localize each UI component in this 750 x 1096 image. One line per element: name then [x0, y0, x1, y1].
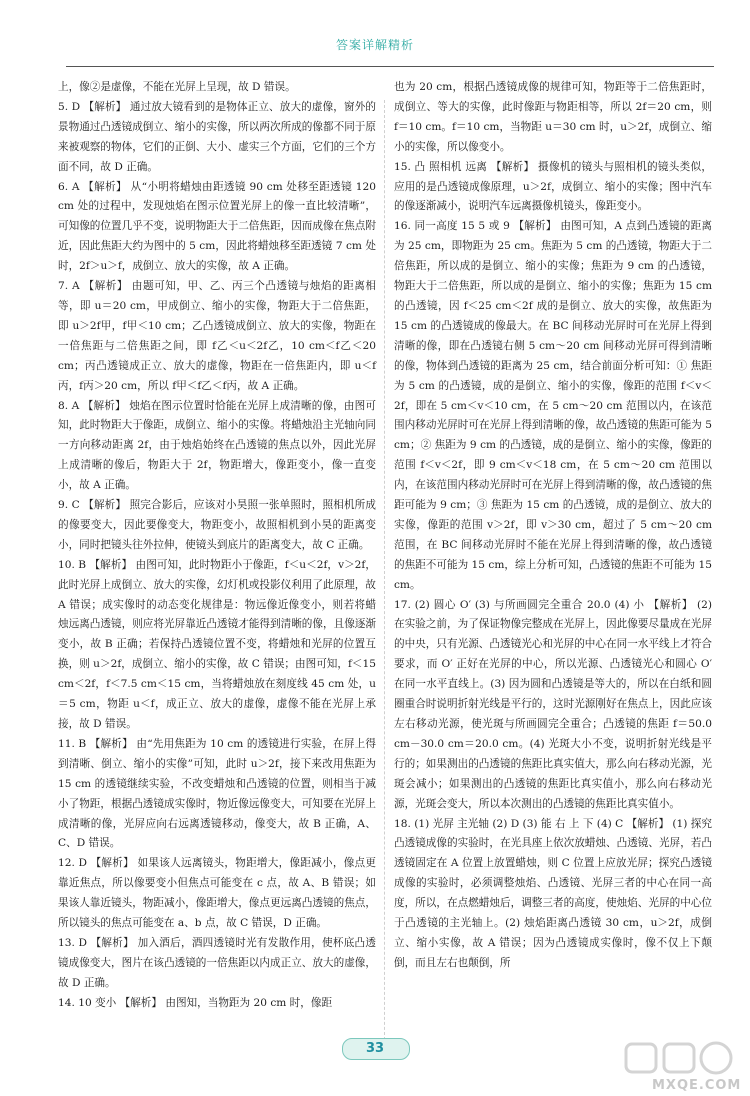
answer-5: 5. D 【解析】 通过放大镜看到的是物体正立、放大的虚像，窗外的景物通过凸透镜成倒立、缩小的实像，所以两次所成的像都不同于原来被观察的物体，它们的正倒、大小、虚实三个方面，它们的三个方面不同，故 D 正确。 — [58, 100, 376, 173]
answer-13: 13. D 【解析】 加入酒后，酒四透镜时光有发散作用，使杯底凸透镜成像变大，图片在该凸透镜的一倍焦距以内成正立、放大的虚像，故 D 正确。 — [58, 936, 376, 989]
answer-15: 15. 凸 照相机 远离 【解析】 摄像机的镜头与照相机的镜头类似，应用的是凸透镜成像原理，u＞2f，成倒立、缩小的实像；图中汽车的像逐渐减小，说明汽车远离摄像机镜头，像距变小。 — [394, 160, 712, 213]
answer-8: 8. A 【解析】 烛焰在图示位置时恰能在光屏上成清晰的像，由图可知，此时物距大于像距，成倒立、缩小的实像。将蜡烛沿主光轴向同一方向移动距离 2f，由于烛焰始终在凸透镜的焦点以外，因此光屏上成清晰的像后，物距大于 2f，物距增大，像距变小，像一直变小，故 A 正确。 — [58, 399, 376, 492]
answer-10: 10. B 【解析】 由图可知，此时物距小于像距，f＜u＜2f，v＞2f，此时光屏上成倒立、放大的实像，幻灯机或投影仪利用了此原理，故 A 错误；成实像时的动态变化规律是：物远像近像变小，则若将蜡烛远离凸透镜，则应将光屏靠近凸透镜才能得到清晰的像，且像逐渐变小，故 B 正确；若保持凸透镜位置不变，将蜡烛和光屏的位置互换，则 u＞2f，成倒立、缩小的实像，故 C 错误；由图可知，f＜15 cm＜2f，f＜7.5 cm＜15 cm，当将蜡烛放在刻度线 45 cm 处，u＝5 cm，物距 u＜f，成正立、放大的虚像，虚像不能在光屏上承接，故 D 错误。 — [58, 558, 376, 730]
left-column — [58, 78, 376, 1014]
answer-9: 9. C 【解析】 照完合影后，应该对小昊照一张单照时，照相机所成的像要变大，因此要像变大，物距变小，故照相机到小昊的距离变小，同时把镜头往外拉伸，使镜头到底片的距离变大，故 C 正确。 — [58, 499, 376, 551]
answer-12: 12. D 【解析】 如果该人远离镜头，物距增大，像距减小，像点更靠近焦点，所以像要变小但焦点可能变在 c 点，故 A、B 错误；如果该人靠近镜头，物距减小，像距增大，像点更远离凸透镜的焦点，所以镜头的焦点可能变在 a、b 点，故 C 错误，D 正确。 — [58, 857, 376, 930]
header-rule — [66, 66, 714, 67]
page-header-title: 答案详解精析 — [335, 38, 414, 52]
answer-17: 17. (2) 圆心 O′ (3) 与所画圆完全重合 20.0 (4) 小 【解析】 (2) 在实验之前，为了保证物像完整成在光屏上，因此像要尽量成在光屏的中央，只有光源、凸透镜光心和光屏的中心在同一水平线上才符合要求，而 O′ 正好在光屏的中心，所以光源、凸透镜光心和圆心 O′ 在同一水平直线上。(3) 因为圆和凸透镜是等大的，所以在白纸和圆圈重合时说明折射光线是平行的，这时光源刚好在焦点上，因此应该左右移动光源，使光斑与所画圆完全重合；凸透镜的焦距 f＝50.0 cm－30.0 cm＝20.0 cm。(4) 光斑大小不变，说明折射光线是平行的；如果测出的凸透镜的焦距比真实值大，那么向右移动光源，光斑会减小；如果测出的凸透镜的焦距比真实值小，那么向右移动光源，光斑会变大，所以本次测出的凸透镜的焦距比真实值小。 — [394, 598, 712, 810]
page-number-badge — [342, 1038, 408, 1058]
right-column — [394, 78, 712, 974]
answer-11: 11. B 【解析】 由“先用焦距为 10 cm 的透镜进行实验，在屏上得到清晰、倒立、缩小的实像”可知，此时 u＞2f，接下来改用焦距为 15 cm 的透镜继续实验，不改变蜡烛和凸透镜的位置，则相当于减小了物距，根据凸透镜成实像时，物近像远像变大，可知要在光屏上成清晰的像，光屏应向右远离透镜移动，像变大，故 B 正确，A、C、D 错误。 — [58, 737, 376, 850]
page-number: 33 — [365, 1040, 385, 1056]
paragraph: 也为 20 cm，根据凸透镜成像的规律可知，物距等于二倍焦距时，成倒立、等大的实像，此时像距与物距相等，所以 2f＝20 cm，则 f＝10 cm。f＝10 cm，当物距 u＝30 cm 时，u＞2f，成倒立、缩小的实像，所以像变小。 — [394, 81, 712, 153]
answer-18: 18. (1) 光屏 主光轴 (2) D (3) 能 右 上 下 (4) C 【解析】 (1) 探究凸透镜成像的实验时，在光具座上依次放蜡烛、凸透镜、光屏，若凸透镜固定在 A 位置上放置蜡烛，则 C 位置上应放光屏；探究凸透镜成像的实验时，必须调整烛焰、凸透镜、光屏三者的中心在同一高度，所以，在点燃蜡烛后，调整三者的高度，使烛焰、光屏的中心位于凸透镜的主光轴上。(2) 烛焰距离凸透镜 30 cm，u＞2f，成倒立、缩小实像，故 A 错误；因为凸透镜成实像时，像不仅上下颠倒，而且左右也颠倒，所 — [394, 817, 712, 969]
answer-7: 7. A 【解析】 由题可知，甲、乙、丙三个凸透镜与烛焰的距离相等，即 u＝20 cm，甲成倒立、缩小的实像，物距大于二倍焦距，即 u＞2f甲，f甲＜10 cm；乙凸透镜成倒立、放大的实像，物距在一倍焦距与二倍焦距之间，即 f乙＜u＜2f乙，10 cm＜f乙＜20 cm；丙凸透镜成正立、放大的虚像，物距在一倍焦距内，即 u＜f丙，f丙＞20 cm，所以 f甲＜f乙＜f丙，故 A 正确。 — [58, 280, 376, 392]
answer-14: 14. 10 变小 【解析】 由图知，当物距为 20 cm 时，像距 — [58, 996, 333, 1009]
paragraph: 上，像②是虚像，不能在光屏上呈现，故 D 错误。 — [58, 81, 296, 93]
column-divider — [384, 100, 385, 1060]
answer-16: 16. 同一高度 15 5 或 9 【解析】 由图可知，A 点到凸透镜的距离为 25 cm，即物距为 25 cm。焦距为 5 cm 的凸透镜，物距大于二倍焦距，所以成的是倒立、缩小的实像；焦距为 9 cm 的凸透镜，物距大于二倍焦距，所以成的是倒立、缩小的实像；焦距为 15 cm 的凸透镜，因 f＜25 cm＜2f 成的是倒立、放大的实像，故焦距为 15 cm 的凸透镜成的像最大。在 BC 间移动光屏时可在光屏上得到清晰的像，即在凸透镜右侧 5 cm～20 cm 间移动光屏可得到清晰的像，物体到凸透镜的距离为 25 cm，结合前面分析可知：① 焦距为 5 cm 的凸透镜，成的是倒立、缩小的实像，像距的范围 f＜v＜2f，即在 5 cm＜v＜10 cm，在 5 cm～20 cm 范围以内，在该范围内移动光屏时可在光屏上得到清晰的像，故凸透镜的焦距可能为 5 cm；② 焦距为 9 cm 的凸透镜，成的是倒立、缩小的实像，像距的范围 f＜v＜2f，即 9 cm＜v＜18 cm，在 5 cm～20 cm 范围以内，在该范围内移动光屏时可在光屏上得到清晰的像，故凸透镜的焦距可能为 9 cm；③ 焦距为 15 cm 的凸透镜，成的是倒立、放大的实像，像距的范围 v＞2f，即 v＞30 cm，超过了 5 cm～20 cm 范围，在 BC 间移动光屏时不能在光屏上得到清晰的像，故凸透镜的焦距不可能为 15 cm，综上分析可知，凸透镜的焦距不可能为 15 cm。 — [394, 220, 712, 591]
watermark-text: MXQE.COM — [652, 1078, 742, 1093]
answer-6: 6. A 【解析】 从“小明将蜡烛由距透镜 90 cm 处移至距透镜 120 cm 处的过程中，发现烛焰在图示位置光屏上的像一直比较清晰”，可知像的位置几乎不变，说明物距大于二倍焦距，因而成像在焦点附近，因此焦距大约为图中的 5 cm，因此将蜡烛移至距透镜 7 cm 处时，2f＞u＞f，成倒立、放大的实像，故 A 正确。 — [58, 180, 376, 273]
